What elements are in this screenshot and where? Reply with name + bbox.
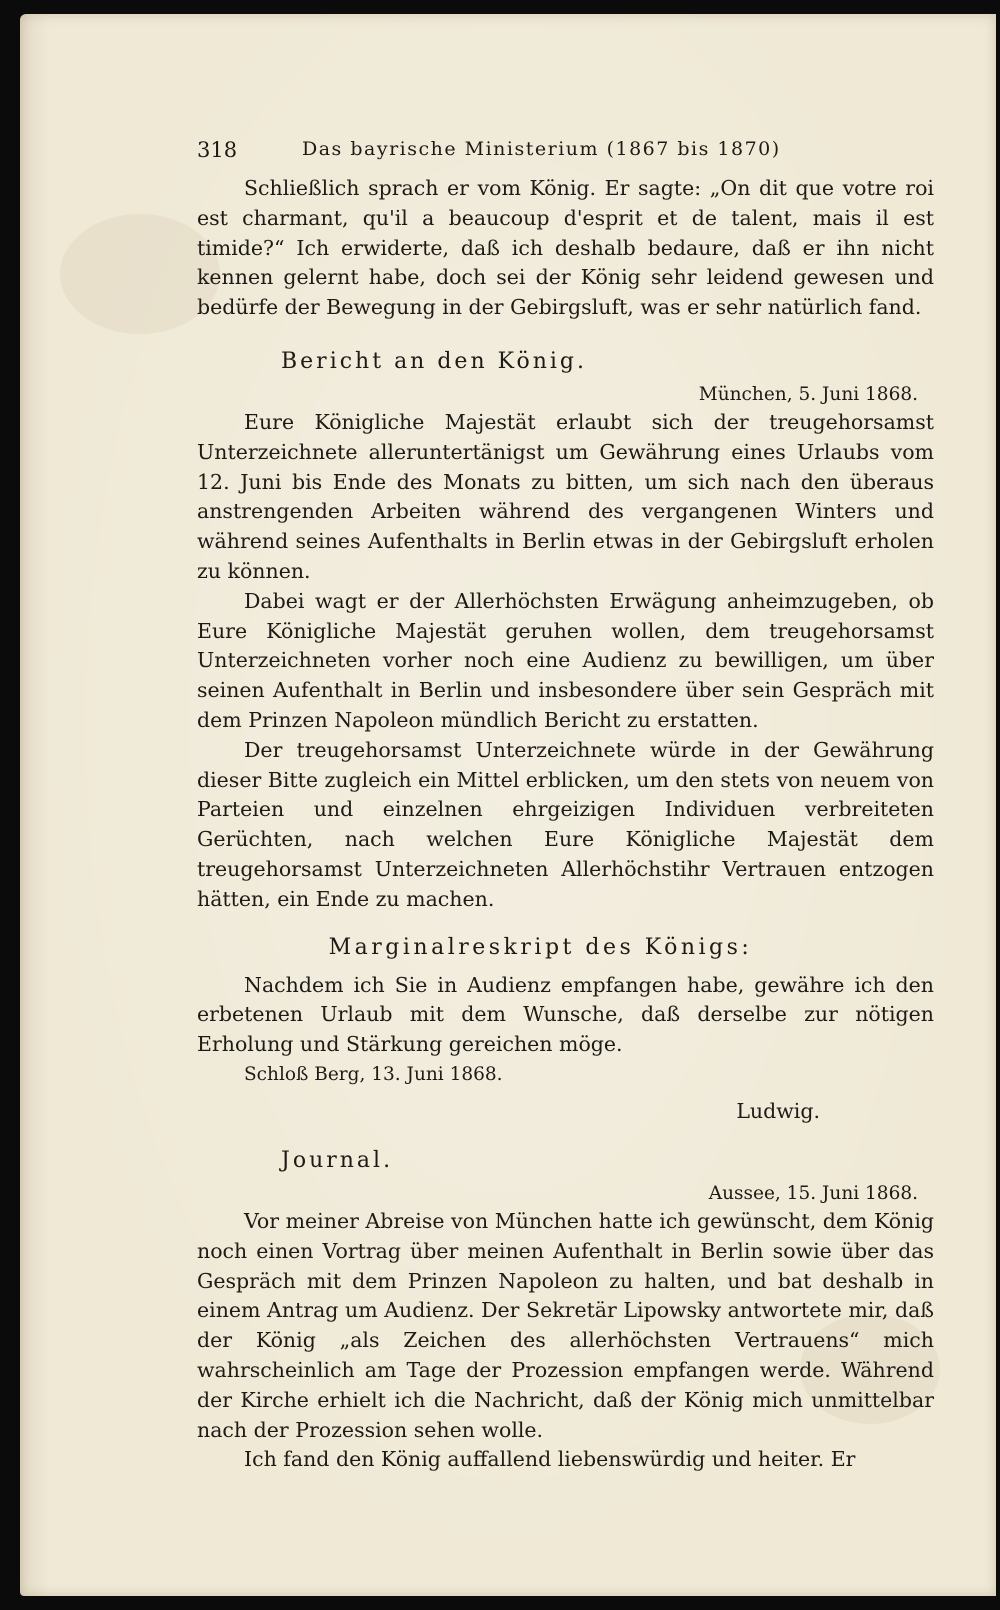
paragraph: Der treugehorsamst Unterzeichnete würde in der Gewährung dieser Bitte zugleich ein Mittel erblicken, um den stets von neuem von Parteien und einzelnen ehrgeizigen Individuen verbreiteten Gerüchten, nach welchen Eure Königliche Majestät dem treugehorsamst Unterzeichneten Allerhöchstihr Vertrauen entzogen hätten, ein Ende zu machen. [197,737,934,911]
page-content [197,134,934,1574]
section-heading-report: Bericht an den König. [281,348,587,374]
paper-stain [60,214,220,334]
section-heading-journal: Journal. [281,1147,394,1173]
running-title: Das bayrische Ministerium (1867 bis 1870) [302,138,781,160]
dateline-aussee: Aussee, 15. Juni 1868. [708,1182,918,1204]
section-heading-marginal: Marginalreskript des Königs: [328,934,753,960]
dateline-munich: München, 5. Juni 1868. [698,383,918,405]
place-date: Schloß Berg, 13. Juni 1868. [244,1063,503,1085]
paragraph: Dabei wagt er der Allerhöchsten Erwägung anheimzugeben, ob Eure Königliche Majestät geruhen wollen, dem treugehorsamst Unterzeichneten vorher noch eine Audienz zu bewilligen, um über seinen Aufenthalt in Berlin und insbesondere über sein Gespräch mit dem Prinzen Napoleon mündlich Bericht zu erstatten. [197,588,934,732]
book-page [20,14,996,1596]
running-head [197,134,934,166]
paragraph: Eure Königliche Majestät erlaubt sich der treugehorsamst Unterzeichnete alleruntertänigst um Gewährung eines Urlaubs vom 12. Juni bis Ende des Monats zu bitten, um sich nach den überaus anstrengenden Arbeiten während des vergangenen Winters und während seines Aufenthalts in Berlin etwas in der Gebirgsluft erholen zu können. [197,409,934,583]
paragraph: Nachdem ich Sie in Audienz empfangen habe, gewähre ich den erbetenen Urlaub mit dem Wunsche, daß derselbe zur nötigen Erholung und Stärkung gereichen möge. [197,972,934,1057]
paragraph: Vor meiner Abreise von München hatte ich gewünscht, dem König noch einen Vortrag über meinen Aufenthalt in Berlin sowie über das Gespräch mit dem Prinzen Napoleon zu halten, und bat deshalb in einem Antrag um Audienz. Der Sekretär Lipowsky antwortete mir, daß der König „als Zeichen des allerhöchsten Vertrauens“ mich wahrscheinlich am Tage der Prozession empfangen werde. Während der Kirche erhielt ich die Nachricht, daß der König mich unmittelbar nach der Prozession sehen wolle. [197,1208,934,1442]
signature: Ludwig. [736,1098,820,1123]
paragraph: Schließlich sprach er vom König. Er sagte: „On dit que votre roi est charmant, qu'il a beaucoup d'esprit et de talent, mais il est timide?“ Ich erwiderte, daß ich deshalb bedaure, daß er ihn nicht kennen gelernt habe, doch sei der König sehr leidend gewesen und bedürfe der Bewegung in der Gebirgsluft, was er sehr natürlich fand. [197,176,934,320]
paragraph: Ich fand den König auffallend liebenswürdig und heiter. Er [244,1447,856,1472]
page-number: 318 [197,138,238,162]
